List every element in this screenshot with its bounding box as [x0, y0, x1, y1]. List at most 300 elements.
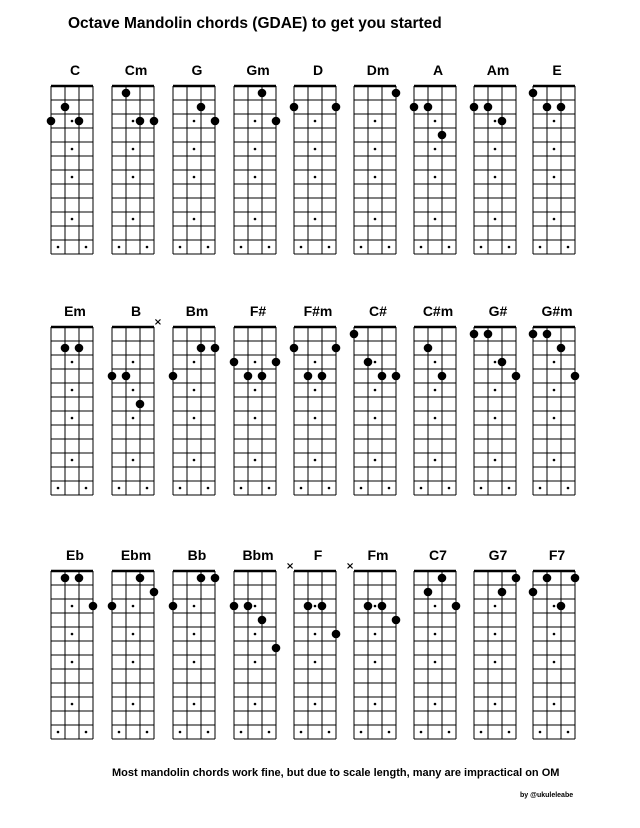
finger-dot — [169, 372, 178, 381]
chord-diagram — [167, 62, 227, 262]
fret-marker — [480, 246, 483, 249]
fret-marker — [553, 417, 556, 420]
chord-name: C#m — [422, 303, 454, 319]
fret-marker — [434, 661, 437, 664]
fret-marker — [193, 703, 196, 706]
fretboard — [228, 567, 288, 747]
fret-marker — [254, 459, 257, 462]
finger-dot — [557, 602, 566, 611]
chord-diagram — [527, 303, 587, 503]
finger-dot — [230, 358, 239, 367]
fret-marker — [374, 633, 377, 636]
fret-marker — [71, 176, 74, 179]
fretboard — [45, 323, 105, 503]
chord-diagram — [527, 547, 587, 747]
finger-dot — [272, 358, 281, 367]
finger-dot — [498, 117, 507, 126]
fret-marker — [71, 218, 74, 221]
fret-marker — [388, 246, 391, 249]
fretboard — [167, 82, 227, 262]
fret-marker — [132, 459, 135, 462]
fret-marker — [374, 120, 377, 123]
fret-marker — [240, 246, 243, 249]
fret-marker — [374, 417, 377, 420]
fret-marker — [434, 389, 437, 392]
fret-marker — [71, 605, 74, 608]
fretboard — [468, 82, 528, 262]
fret-marker — [553, 459, 556, 462]
finger-dot — [244, 372, 253, 381]
fret-marker — [85, 246, 88, 249]
finger-dot — [410, 103, 419, 112]
footnote: Most mandolin chords work fine, but due to scale length, many are impractical on OM — [112, 767, 560, 779]
fret-marker — [71, 148, 74, 151]
finger-dot — [258, 89, 267, 98]
chord-diagram — [167, 547, 227, 747]
fretboard — [468, 567, 528, 747]
finger-dot — [571, 574, 580, 583]
fret-marker — [193, 605, 196, 608]
finger-dot — [47, 117, 56, 126]
fret-marker — [118, 487, 121, 490]
fret-marker — [118, 246, 121, 249]
fret-marker — [132, 417, 135, 420]
finger-dot — [136, 400, 145, 409]
fret-marker — [553, 148, 556, 151]
finger-dot — [108, 602, 117, 611]
finger-dot — [290, 344, 299, 353]
finger-dot — [512, 372, 521, 381]
fret-marker — [328, 487, 331, 490]
fretboard — [228, 323, 288, 503]
fret-marker — [314, 176, 317, 179]
fret-marker — [448, 246, 451, 249]
chord-name: Gm — [246, 62, 270, 78]
fret-marker — [388, 731, 391, 734]
fret-marker — [567, 246, 570, 249]
finger-dot — [75, 344, 84, 353]
finger-dot — [424, 103, 433, 112]
chord-name: Am — [486, 62, 510, 78]
finger-dot — [290, 103, 299, 112]
fret-marker — [314, 661, 317, 664]
finger-dot — [364, 602, 373, 611]
fret-marker — [374, 218, 377, 221]
fret-marker — [254, 417, 257, 420]
finger-dot — [258, 616, 267, 625]
fret-marker — [132, 661, 135, 664]
chord-diagram — [348, 303, 408, 503]
fret-marker — [434, 361, 437, 364]
finger-dot — [424, 588, 433, 597]
finger-dot — [61, 344, 70, 353]
finger-dot — [392, 89, 401, 98]
finger-dot — [529, 588, 538, 597]
fret-marker — [193, 417, 196, 420]
fretboard — [45, 567, 105, 747]
fret-marker — [71, 389, 74, 392]
chord-name: Em — [64, 303, 86, 319]
finger-dot — [318, 602, 327, 611]
fret-marker — [254, 633, 257, 636]
finger-dot — [571, 372, 580, 381]
fret-marker — [314, 148, 317, 151]
finger-dot — [61, 574, 70, 583]
fret-marker — [494, 703, 497, 706]
finger-dot — [75, 117, 84, 126]
finger-dot — [498, 358, 507, 367]
finger-dot — [332, 344, 341, 353]
fret-marker — [434, 148, 437, 151]
fret-marker — [448, 731, 451, 734]
fretboard — [106, 567, 166, 747]
chord-name: Cm — [124, 62, 148, 78]
fret-marker — [146, 731, 149, 734]
fret-marker — [508, 487, 511, 490]
fret-marker — [360, 246, 363, 249]
finger-dot — [332, 630, 341, 639]
fret-marker — [314, 703, 317, 706]
chord-name: Dm — [366, 62, 390, 78]
fret-marker — [132, 703, 135, 706]
fret-marker — [300, 731, 303, 734]
finger-dot — [272, 644, 281, 653]
chord-name: Ebm — [120, 547, 152, 563]
fret-marker — [420, 246, 423, 249]
fret-marker — [193, 661, 196, 664]
finger-dot — [61, 103, 70, 112]
fretboard — [348, 323, 408, 503]
fret-marker — [553, 361, 556, 364]
fret-marker — [553, 703, 556, 706]
fretboard — [468, 323, 528, 503]
fret-marker — [388, 487, 391, 490]
fret-marker — [480, 731, 483, 734]
fret-marker — [434, 176, 437, 179]
finger-dot — [150, 588, 159, 597]
fret-marker — [71, 361, 74, 364]
fret-marker — [146, 487, 149, 490]
fret-marker — [508, 731, 511, 734]
muted-string-marker: × — [285, 561, 295, 572]
fret-marker — [268, 487, 271, 490]
chord-diagram — [285, 547, 348, 747]
fret-marker — [553, 218, 556, 221]
chord-name: F — [313, 547, 323, 563]
fret-marker — [193, 176, 196, 179]
chord-diagram — [345, 547, 408, 747]
chord-diagram — [348, 62, 408, 262]
fret-marker — [314, 120, 317, 123]
fret-marker — [193, 459, 196, 462]
fret-marker — [71, 120, 74, 123]
fretboard — [348, 82, 408, 262]
fret-marker — [360, 487, 363, 490]
fret-marker — [494, 361, 497, 364]
fret-marker — [71, 417, 74, 420]
fret-marker — [57, 731, 60, 734]
fret-marker — [448, 487, 451, 490]
fretboard — [285, 561, 348, 747]
fret-marker — [179, 731, 182, 734]
chord-diagram — [288, 303, 348, 503]
fret-marker — [508, 246, 511, 249]
finger-dot — [211, 574, 220, 583]
chord-diagram — [45, 62, 105, 262]
chord-diagram — [408, 62, 468, 262]
chord-diagram — [468, 547, 528, 747]
chord-diagram — [468, 62, 528, 262]
chord-name: F#m — [303, 303, 333, 319]
chord-diagram — [408, 547, 468, 747]
finger-dot — [136, 574, 145, 583]
chord-name: A — [432, 62, 444, 78]
fret-marker — [179, 246, 182, 249]
fret-marker — [254, 176, 257, 179]
fret-marker — [314, 417, 317, 420]
fret-marker — [179, 487, 182, 490]
fret-marker — [328, 731, 331, 734]
fret-marker — [254, 148, 257, 151]
fret-marker — [193, 120, 196, 123]
fretboard — [345, 561, 408, 747]
fret-marker — [314, 633, 317, 636]
fret-marker — [434, 218, 437, 221]
fret-marker — [132, 218, 135, 221]
chord-diagram — [106, 547, 166, 747]
fret-marker — [132, 633, 135, 636]
chord-name: B — [130, 303, 142, 319]
finger-dot — [424, 344, 433, 353]
fret-marker — [553, 605, 556, 608]
finger-dot — [272, 117, 281, 126]
finger-dot — [150, 117, 159, 126]
fret-marker — [132, 389, 135, 392]
fret-marker — [254, 661, 257, 664]
fret-marker — [254, 389, 257, 392]
page-title: Octave Mandolin chords (GDAE) to get you started — [68, 15, 442, 32]
chord-name: C7 — [429, 547, 447, 563]
finger-dot — [169, 602, 178, 611]
finger-dot — [230, 602, 239, 611]
chord-diagram — [288, 62, 348, 262]
chord-diagram — [527, 62, 587, 262]
chord-diagram — [45, 303, 105, 503]
fret-marker — [254, 703, 257, 706]
fret-marker — [553, 120, 556, 123]
credit: by @ukuleleabe — [520, 792, 574, 799]
fretboard — [408, 82, 468, 262]
fret-marker — [374, 459, 377, 462]
finger-dot — [557, 103, 566, 112]
fret-marker — [85, 731, 88, 734]
fret-marker — [254, 218, 257, 221]
finger-dot — [244, 602, 253, 611]
fret-marker — [374, 389, 377, 392]
fret-marker — [207, 731, 210, 734]
fret-marker — [494, 389, 497, 392]
fret-marker — [539, 487, 542, 490]
fret-marker — [193, 218, 196, 221]
fretboard — [527, 82, 587, 262]
fret-marker — [85, 487, 88, 490]
chord-name: C# — [369, 303, 387, 319]
finger-dot — [318, 372, 327, 381]
fretboard — [106, 317, 166, 503]
fret-marker — [193, 361, 196, 364]
finger-dot — [438, 372, 447, 381]
fretboard — [45, 82, 105, 262]
fret-marker — [434, 703, 437, 706]
fret-marker — [71, 661, 74, 664]
fret-marker — [254, 361, 257, 364]
fret-marker — [118, 731, 121, 734]
finger-dot — [197, 103, 206, 112]
fret-marker — [132, 605, 135, 608]
fret-marker — [434, 605, 437, 608]
fret-marker — [434, 459, 437, 462]
chord-name: C — [69, 62, 81, 78]
fret-marker — [420, 487, 423, 490]
fret-marker — [434, 120, 437, 123]
fret-marker — [494, 605, 497, 608]
fretboard — [408, 567, 468, 747]
fret-marker — [567, 731, 570, 734]
fret-marker — [494, 176, 497, 179]
fret-marker — [553, 389, 556, 392]
finger-dot — [211, 117, 220, 126]
chord-diagram — [106, 303, 166, 503]
fret-marker — [314, 389, 317, 392]
fret-marker — [494, 459, 497, 462]
chord-diagram — [228, 303, 288, 503]
fret-marker — [132, 120, 135, 123]
finger-dot — [108, 372, 117, 381]
finger-dot — [529, 330, 538, 339]
chord-name: Eb — [66, 547, 84, 563]
fret-marker — [254, 605, 257, 608]
finger-dot — [197, 344, 206, 353]
fretboard — [288, 323, 348, 503]
fret-marker — [193, 389, 196, 392]
finger-dot — [304, 372, 313, 381]
chord-diagram — [45, 547, 105, 747]
fret-marker — [374, 176, 377, 179]
finger-dot — [89, 602, 98, 611]
fret-marker — [480, 487, 483, 490]
fret-marker — [374, 148, 377, 151]
fret-marker — [494, 120, 497, 123]
fretboard — [106, 82, 166, 262]
finger-dot — [512, 574, 521, 583]
fret-marker — [553, 633, 556, 636]
finger-dot — [543, 103, 552, 112]
fret-marker — [146, 246, 149, 249]
finger-dot — [258, 372, 267, 381]
chord-diagram — [228, 547, 288, 747]
fret-marker — [71, 459, 74, 462]
finger-dot — [543, 330, 552, 339]
chord-name: Fm — [367, 547, 389, 563]
fret-marker — [314, 605, 317, 608]
fretboard — [167, 567, 227, 747]
fret-marker — [57, 246, 60, 249]
fret-marker — [254, 120, 257, 123]
chord-diagram — [167, 303, 227, 503]
muted-string-marker: × — [153, 317, 163, 328]
chord-name: Bm — [185, 303, 209, 319]
fret-marker — [374, 703, 377, 706]
chord-name: G#m — [541, 303, 573, 319]
chord-diagram — [228, 62, 288, 262]
finger-dot — [470, 103, 479, 112]
fret-marker — [300, 487, 303, 490]
finger-dot — [122, 89, 131, 98]
fret-marker — [374, 661, 377, 664]
fret-marker — [494, 218, 497, 221]
fret-marker — [71, 633, 74, 636]
fret-marker — [374, 605, 377, 608]
fret-marker — [539, 731, 542, 734]
fretboard — [408, 323, 468, 503]
fretboard — [228, 82, 288, 262]
chord-diagram — [468, 303, 528, 503]
fret-marker — [71, 703, 74, 706]
finger-dot — [378, 372, 387, 381]
fret-marker — [268, 731, 271, 734]
fret-marker — [494, 633, 497, 636]
fret-marker — [328, 246, 331, 249]
finger-dot — [438, 574, 447, 583]
chord-name: G# — [488, 303, 508, 319]
fretboard — [167, 323, 227, 503]
finger-dot — [392, 372, 401, 381]
fret-marker — [207, 246, 210, 249]
fret-marker — [567, 487, 570, 490]
finger-dot — [392, 616, 401, 625]
fret-marker — [434, 417, 437, 420]
fret-marker — [268, 246, 271, 249]
chord-diagram — [408, 303, 468, 503]
finger-dot — [211, 344, 220, 353]
chord-diagram — [106, 62, 166, 262]
finger-dot — [484, 330, 493, 339]
finger-dot — [498, 588, 507, 597]
fret-marker — [207, 487, 210, 490]
fret-marker — [193, 633, 196, 636]
fret-marker — [314, 218, 317, 221]
fret-marker — [193, 148, 196, 151]
finger-dot — [378, 602, 387, 611]
fretboard — [527, 323, 587, 503]
finger-dot — [452, 602, 461, 611]
fret-marker — [360, 731, 363, 734]
fret-marker — [240, 731, 243, 734]
finger-dot — [364, 358, 373, 367]
chord-name: E — [552, 62, 562, 78]
fret-marker — [314, 361, 317, 364]
chord-name: F7 — [548, 547, 566, 563]
finger-dot — [438, 131, 447, 140]
fret-marker — [494, 148, 497, 151]
fret-marker — [494, 661, 497, 664]
finger-dot — [332, 103, 341, 112]
finger-dot — [122, 372, 131, 381]
fret-marker — [420, 731, 423, 734]
fret-marker — [434, 633, 437, 636]
fret-marker — [300, 246, 303, 249]
finger-dot — [557, 344, 566, 353]
